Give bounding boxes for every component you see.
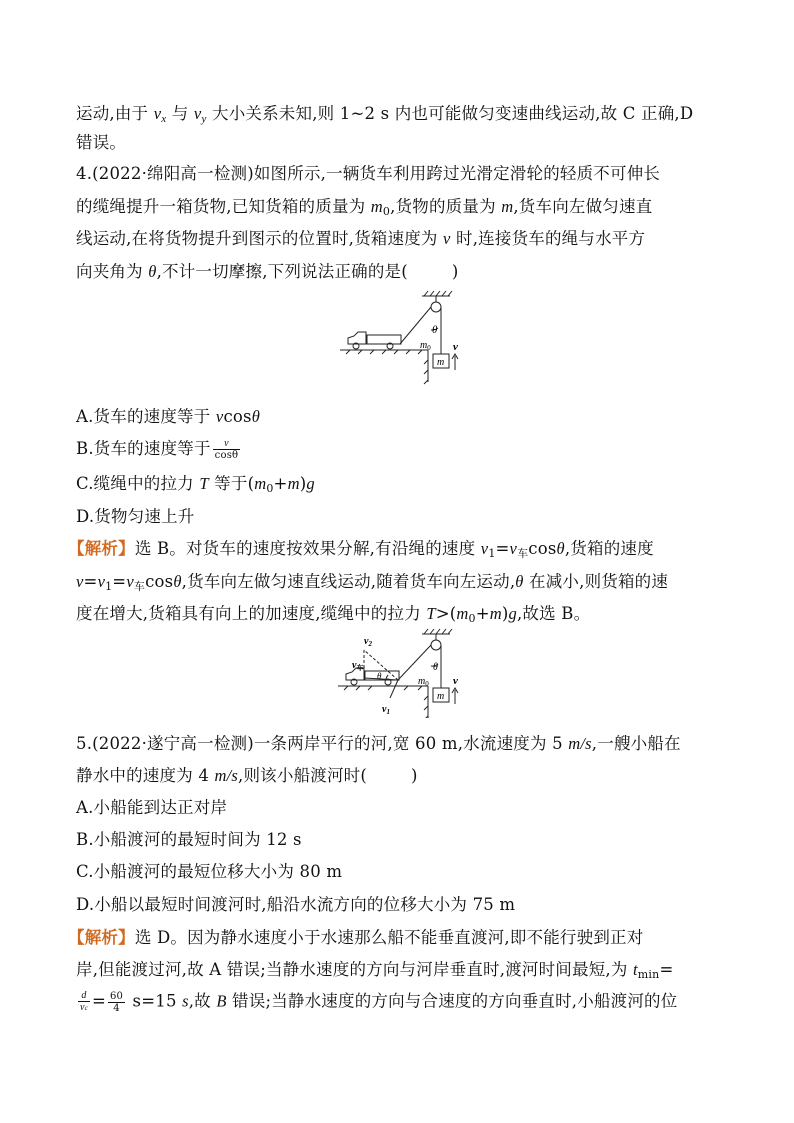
text: + xyxy=(475,604,490,623)
slanted-rope xyxy=(400,307,431,344)
q5-answer-line-2 xyxy=(76,959,673,986)
intro-line-2: 错误。 xyxy=(76,133,127,152)
text: ) xyxy=(451,262,459,281)
text: A.货车的速度等于 xyxy=(76,407,216,426)
var-m: m xyxy=(370,197,383,216)
text: ,不计一切摩擦,下列说法正确的是( xyxy=(156,262,408,281)
text: = xyxy=(112,572,127,591)
numerator: v xyxy=(213,438,241,450)
label-m0-m: m xyxy=(418,676,426,687)
text: 5.(2022·遂宁高一检测)一条两岸平行的河,宽 60 m,水流速度为 5 xyxy=(76,734,569,753)
text: = xyxy=(659,960,674,979)
label-m: m xyxy=(437,357,445,368)
fraction-60-over-4 xyxy=(108,991,125,1014)
q4-option-d: D.货物匀速上升 xyxy=(76,507,195,526)
text: B.货车的速度等于 xyxy=(76,439,211,458)
text: 的缆绳提升一箱货物,已知货箱的质量为 xyxy=(76,197,371,216)
subscript: min xyxy=(637,968,660,981)
pulley xyxy=(431,302,441,312)
text: ,故选 B。 xyxy=(516,604,591,623)
text: ,故 xyxy=(188,991,217,1011)
text: ,货箱的速度 xyxy=(564,539,654,558)
var-g: g xyxy=(306,474,315,493)
var-m: m xyxy=(287,474,300,493)
var-theta: θ xyxy=(515,572,524,591)
text: 度在增大,货箱具有向上的加速度,缆绳中的拉力 xyxy=(76,604,427,623)
text: 岸,但能渡过河,故 A 错误;当静水速度的方向与河岸垂直时,渡河时间最短,为 xyxy=(76,960,633,979)
text: 选 D。因为静水速度小于水速那么船不能垂直渡河,即不能行驶到正对 xyxy=(134,928,644,947)
analysis-label: 【解析】 xyxy=(68,539,135,558)
velocity-decomposition-figure xyxy=(338,628,470,718)
text: >( xyxy=(435,604,457,623)
label-m0-sub: 0 xyxy=(425,680,429,688)
text: 错误;当静水速度的方向与合速度的方向垂直时,小船渡河的位 xyxy=(226,991,678,1011)
ceiling-hatch xyxy=(424,629,452,634)
q4-line-1: 4.(2022·绵阳高一检测)如图所示,一辆货车利用跨过光滑定滑轮的轻质不可伸长 xyxy=(76,164,661,183)
var-theta: θ xyxy=(148,262,157,281)
label-vche-sub: 车 xyxy=(356,664,364,672)
label-v1 xyxy=(382,704,390,716)
var-v: v xyxy=(509,539,518,558)
q5-line-1 xyxy=(76,733,681,755)
text: ,一艘小船在 xyxy=(591,734,681,753)
var-g: g xyxy=(508,604,517,623)
subscript: 1 xyxy=(488,547,496,560)
text: 运动,由于 xyxy=(76,104,154,123)
text: ,则该小船渡河时( xyxy=(238,766,368,785)
label-m0-m: m xyxy=(420,340,428,351)
var-v: v xyxy=(443,229,451,248)
q4-line-2 xyxy=(76,196,652,223)
var-v: v xyxy=(193,104,202,123)
text: C.缆绳中的拉力 xyxy=(76,474,200,493)
text: ,货车向左做匀速直线运动,随着货车向左运动, xyxy=(181,572,516,591)
ground-hatch xyxy=(346,350,428,384)
q5-option-a: A.小船能到达正对岸 xyxy=(76,798,228,817)
fraction-d-over-vc xyxy=(78,990,90,1014)
q4-option-c xyxy=(76,473,315,500)
q4-line-3 xyxy=(76,228,645,250)
label-v2 xyxy=(364,636,372,648)
var-theta: θ xyxy=(173,572,182,591)
label-v2-sub: 2 xyxy=(368,640,372,648)
var-v: v xyxy=(80,1002,85,1013)
subscript: y xyxy=(201,113,207,125)
var-v: v xyxy=(97,572,106,591)
label-vche xyxy=(352,660,363,672)
var-m: m xyxy=(489,604,502,623)
label-m0-sub: 0 xyxy=(427,344,431,352)
pulley xyxy=(431,640,441,650)
denominator xyxy=(78,1002,90,1014)
label-v1-sub: 1 xyxy=(386,708,390,716)
label-m: m xyxy=(437,691,445,702)
var-v: v xyxy=(153,104,162,123)
subscript: 1 xyxy=(105,580,113,593)
unit: m/s xyxy=(214,766,239,785)
subscript: x xyxy=(161,113,167,125)
denominator: 4 xyxy=(113,1002,120,1014)
unit: s xyxy=(182,991,189,1011)
text: 与 xyxy=(166,104,194,123)
var-T: T xyxy=(426,604,436,623)
label-theta-bottom: θ xyxy=(377,671,382,681)
text: 在减小,则货箱的速 xyxy=(523,572,669,591)
label-v: v xyxy=(453,341,458,353)
subscript: 车 xyxy=(517,547,529,560)
text: = xyxy=(495,539,510,558)
text: 静水中的速度为 4 xyxy=(76,766,215,785)
label-m0 xyxy=(420,340,431,352)
subscript: 0 xyxy=(468,612,476,625)
option-letter: B xyxy=(216,991,227,1011)
fraction xyxy=(213,438,241,461)
text: ) xyxy=(411,766,418,785)
subscript: 0 xyxy=(382,205,391,218)
intro-line-1 xyxy=(76,103,693,130)
q5-option-b: B.小船渡河的最短时间为 12 s xyxy=(76,830,302,849)
q4-line-4 xyxy=(76,261,459,283)
numerator: 60 xyxy=(109,990,124,1002)
var-v: v xyxy=(76,572,84,591)
analysis-label: 【解析】 xyxy=(68,928,135,947)
label-theta: θ xyxy=(432,324,438,336)
text: + xyxy=(273,474,288,493)
text: ,货车向左做匀速直 xyxy=(513,197,653,216)
subscript: 0 xyxy=(266,482,274,495)
text: cos xyxy=(145,572,174,591)
text: ,货物的质量为 xyxy=(390,197,502,216)
ceiling-hatch xyxy=(424,291,452,296)
text: 等于( xyxy=(208,474,255,493)
text: 时,连接货车的绳与水平方 xyxy=(450,229,646,248)
q5-answer-line-1 xyxy=(68,927,643,949)
q5-line-2 xyxy=(76,765,418,787)
text: 向夹角为 xyxy=(76,262,149,281)
var-m: m xyxy=(456,604,469,623)
var-v: v xyxy=(215,407,224,426)
q4-option-b xyxy=(76,438,242,461)
denominator: cosθ xyxy=(214,450,239,461)
subscript: 车 xyxy=(133,580,146,593)
var-m: m xyxy=(501,197,514,216)
var-theta: θ xyxy=(556,539,565,558)
q5-answer-line-3 xyxy=(76,990,677,1014)
q4-answer-line-3 xyxy=(76,603,590,630)
label-m0 xyxy=(418,676,429,688)
text: cos xyxy=(223,407,252,426)
text: = xyxy=(91,991,106,1011)
q5-option-d: D.小船以最短时间渡河时,船沿水流方向的位移大小为 75 m xyxy=(76,895,516,914)
subscript: c xyxy=(84,1004,88,1012)
text: ) xyxy=(501,604,509,623)
label-v2-v: v xyxy=(364,636,369,647)
label-vche-v: v xyxy=(352,660,357,671)
text: 选 B。对货车的速度按效果分解,有沿绳的速度 xyxy=(134,539,481,558)
q4-answer-line-1 xyxy=(68,538,654,565)
var-v: v xyxy=(126,572,134,591)
var-v: v xyxy=(480,539,489,558)
label-v: v xyxy=(453,675,458,687)
var-T: T xyxy=(199,474,209,493)
numerator: d xyxy=(78,990,90,1002)
text: 大小关系未知,则 1~2 s 内也可能做匀变速曲线运动,故 C 正确,D xyxy=(206,104,694,123)
text: = xyxy=(83,572,98,591)
slanted-rope xyxy=(398,645,431,680)
q5-option-c: C.小船渡河的最短位移大小为 80 m xyxy=(76,862,343,881)
q4-answer-line-2 xyxy=(76,571,668,598)
label-v1-v: v xyxy=(382,704,387,715)
text: ) xyxy=(299,474,307,493)
var-theta: θ xyxy=(251,407,260,426)
q4-option-a xyxy=(76,406,260,428)
text: 线运动,在将货物提升到图示的位置时,货箱速度为 xyxy=(76,229,444,248)
var-t: t xyxy=(633,960,638,979)
label-theta-top: θ xyxy=(433,662,438,673)
text: cos xyxy=(528,539,557,558)
var-m: m xyxy=(254,474,267,493)
theta-arc-bottom xyxy=(386,675,388,679)
truck-icon xyxy=(348,332,401,349)
text: s=15 xyxy=(127,991,183,1011)
truck-pulley-figure xyxy=(340,290,470,385)
unit: m/s xyxy=(568,734,592,753)
